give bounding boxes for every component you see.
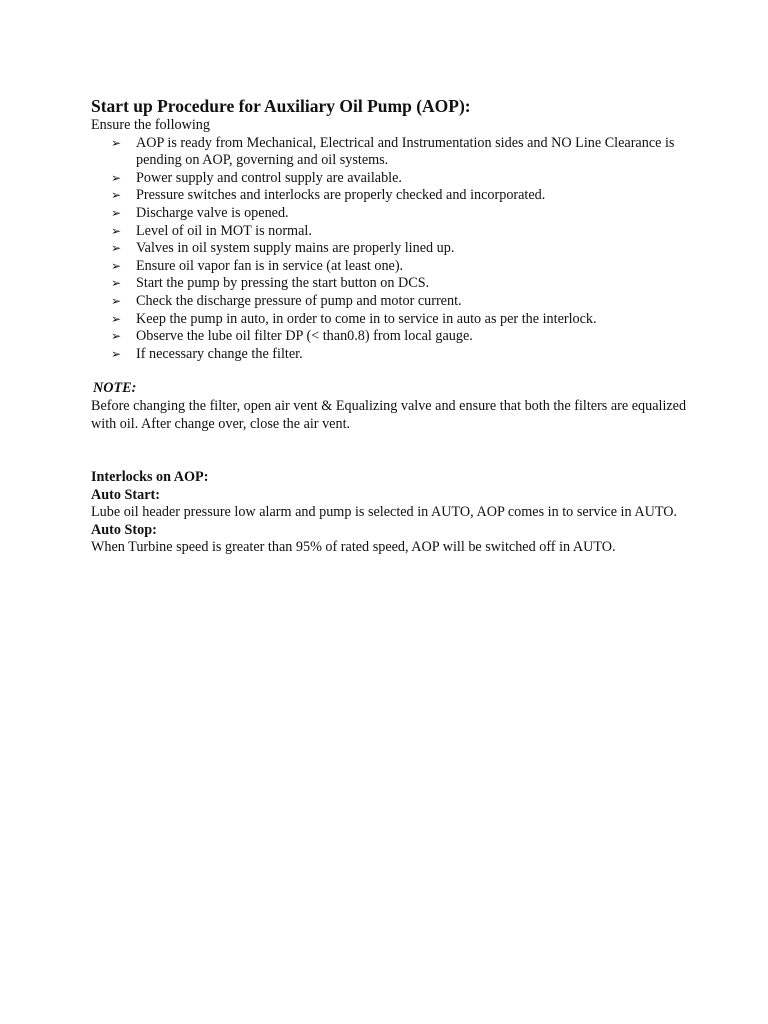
auto-stop-heading: Auto Stop:: [91, 521, 157, 538]
arrow-bullet-icon: ➢: [111, 329, 122, 344]
list-item-text: Check the discharge pressure of pump and motor current.: [136, 292, 462, 309]
list-item: [91, 346, 691, 364]
list-item-text: If necessary change the filter.: [136, 345, 303, 362]
arrow-bullet-icon: ➢: [111, 170, 122, 185]
list-item-text: AOP is ready from Mechanical, Electrical and Instrumentation sides and NO Line Clearance is pending on AOP, governing and oil systems.: [136, 134, 675, 169]
list-item: [91, 187, 691, 205]
list-item: [91, 258, 691, 276]
list-item-text: Discharge valve is opened.: [136, 204, 289, 221]
document-page: [91, 95, 691, 557]
arrow-bullet-icon: ➢: [111, 188, 122, 203]
note-body: Before changing the filter, open air vent & Equalizing valve and ensure that both the filters are equalized with oil. After change over, close the air vent.: [91, 397, 687, 432]
list-item: [91, 328, 691, 346]
auto-stop-body: When Turbine speed is greater than 95% of rated speed, AOP will be switched off in AUTO.: [91, 539, 616, 556]
list-item: [91, 240, 691, 258]
interlocks-heading: Interlocks on AOP:: [91, 469, 209, 486]
list-item-text: Level of oil in MOT is normal.: [136, 222, 312, 239]
arrow-bullet-icon: ➢: [111, 223, 122, 238]
list-item-text: Keep the pump in auto, in order to come in to service in auto as per the interlock.: [136, 310, 597, 327]
list-item: [91, 311, 691, 329]
auto-start-heading: Auto Start:: [91, 486, 160, 503]
list-item: [91, 223, 691, 241]
list-item-text: Start the pump by pressing the start button on DCS.: [136, 275, 430, 292]
list-item-text: Valves in oil system supply mains are properly lined up.: [136, 240, 455, 257]
arrow-bullet-icon: ➢: [111, 258, 122, 273]
list-item-text: Power supply and control supply are available.: [136, 169, 402, 186]
list-item-text: Ensure oil vapor fan is in service (at least one).: [136, 257, 404, 274]
arrow-bullet-icon: ➢: [111, 205, 122, 220]
list-item-text: Observe the lube oil filter DP (< than0.8) from local gauge.: [136, 328, 473, 345]
list-item: [91, 293, 691, 311]
arrow-bullet-icon: ➢: [111, 346, 122, 361]
list-item: [91, 135, 691, 170]
arrow-bullet-icon: ➢: [111, 241, 122, 256]
auto-start-body: Lube oil header pressure low alarm and pump is selected in AUTO, AOP comes in to service in AUTO.: [91, 504, 678, 521]
list-item: [91, 205, 691, 223]
arrow-bullet-icon: ➢: [111, 135, 122, 150]
arrow-bullet-icon: ➢: [111, 311, 122, 326]
page-title: Start up Procedure for Auxiliary Oil Pump (AOP):: [91, 96, 471, 116]
arrow-bullet-icon: ➢: [111, 293, 122, 308]
list-item: [91, 170, 691, 188]
intro-text: Ensure the following: [91, 117, 210, 133]
arrow-bullet-icon: ➢: [111, 276, 122, 291]
list-item-text: Pressure switches and interlocks are properly checked and incorporated.: [136, 187, 546, 204]
note-heading: NOTE:: [93, 380, 137, 397]
procedure-list: [91, 135, 691, 364]
list-item: [91, 275, 691, 293]
